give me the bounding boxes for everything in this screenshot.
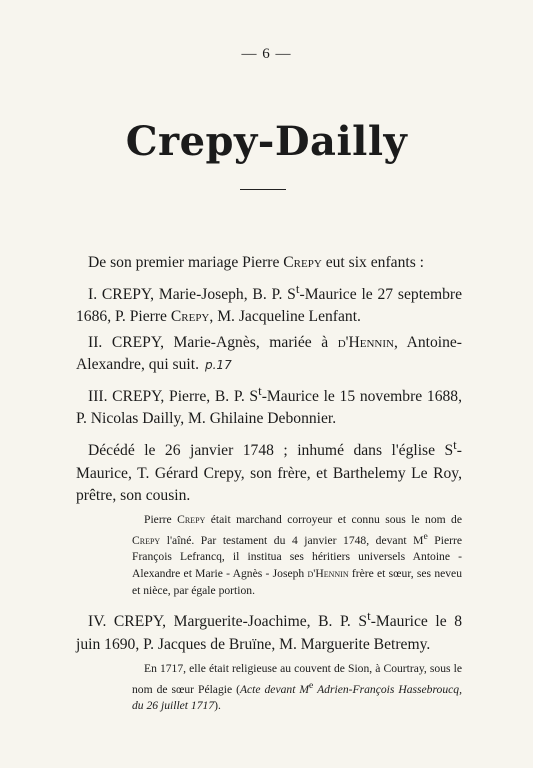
page-title: Crepy-Dailly: [125, 118, 408, 165]
page-number: — 6 —: [241, 46, 292, 62]
text-body: [76, 252, 462, 720]
footnote-religieuse: En 1717, elle était religieuse au couvent de Sion, à Courtray, sous le nom de sœur Pélagie (Acte devant Me Adrien-François Hassebroucq, du 26 juillet 1717).: [132, 661, 462, 713]
entry-3: III. CREPY, Pierre, B. P. $S^t$-Maurice le 15 novembre 1688, P. Nicolas Dailly, M. Ghilaine Debonnier.: [76, 383, 462, 428]
entry-2: II. CREPY, Marie-Agnès, mariée à d'Hennin, Antoine-Alexandre, qui suit. p.17: [76, 334, 462, 374]
intro-paragraph: De son premier mariage Pierre Crepy eut six enfants :: [88, 254, 425, 271]
handwritten-annotation: p.17: [205, 358, 232, 373]
entry-4: IV. CREPY, Marguerite-Joachime, B. P. $S^t$-Maurice le 8 juin 1690, P. Jacques de Bruïne, M. Marguerite Betremy.: [76, 608, 462, 653]
title-divider: [240, 189, 286, 190]
footnote-testament: Pierre Crepy était marchand corroyeur et connu sous le nom de Crepy l'aîné. Par testament du 4 janvier 1748, devant Me Pierre François Lefrancq, il institua ses héritiers universels Antoine - Alexandre et Marie - Agnès - Joseph d'Hennin frère et sœur, ses neveu et nièce, par égale portion.: [132, 512, 462, 598]
entry-1: I. CREPY, Marie-Joseph, B. P. $S^t$-Maurice le 27 septembre 1686, P. Pierre Crepy, M. Jacqueline Lenfant.: [76, 281, 462, 326]
death-paragraph: Décédé le 26 janvier 1748 ; inhumé dans l'église $S^t$-Maurice, T. Gérard Crepy, son frère, et Barthelemy Le Roy, prêtre, son cousin.: [76, 437, 462, 504]
